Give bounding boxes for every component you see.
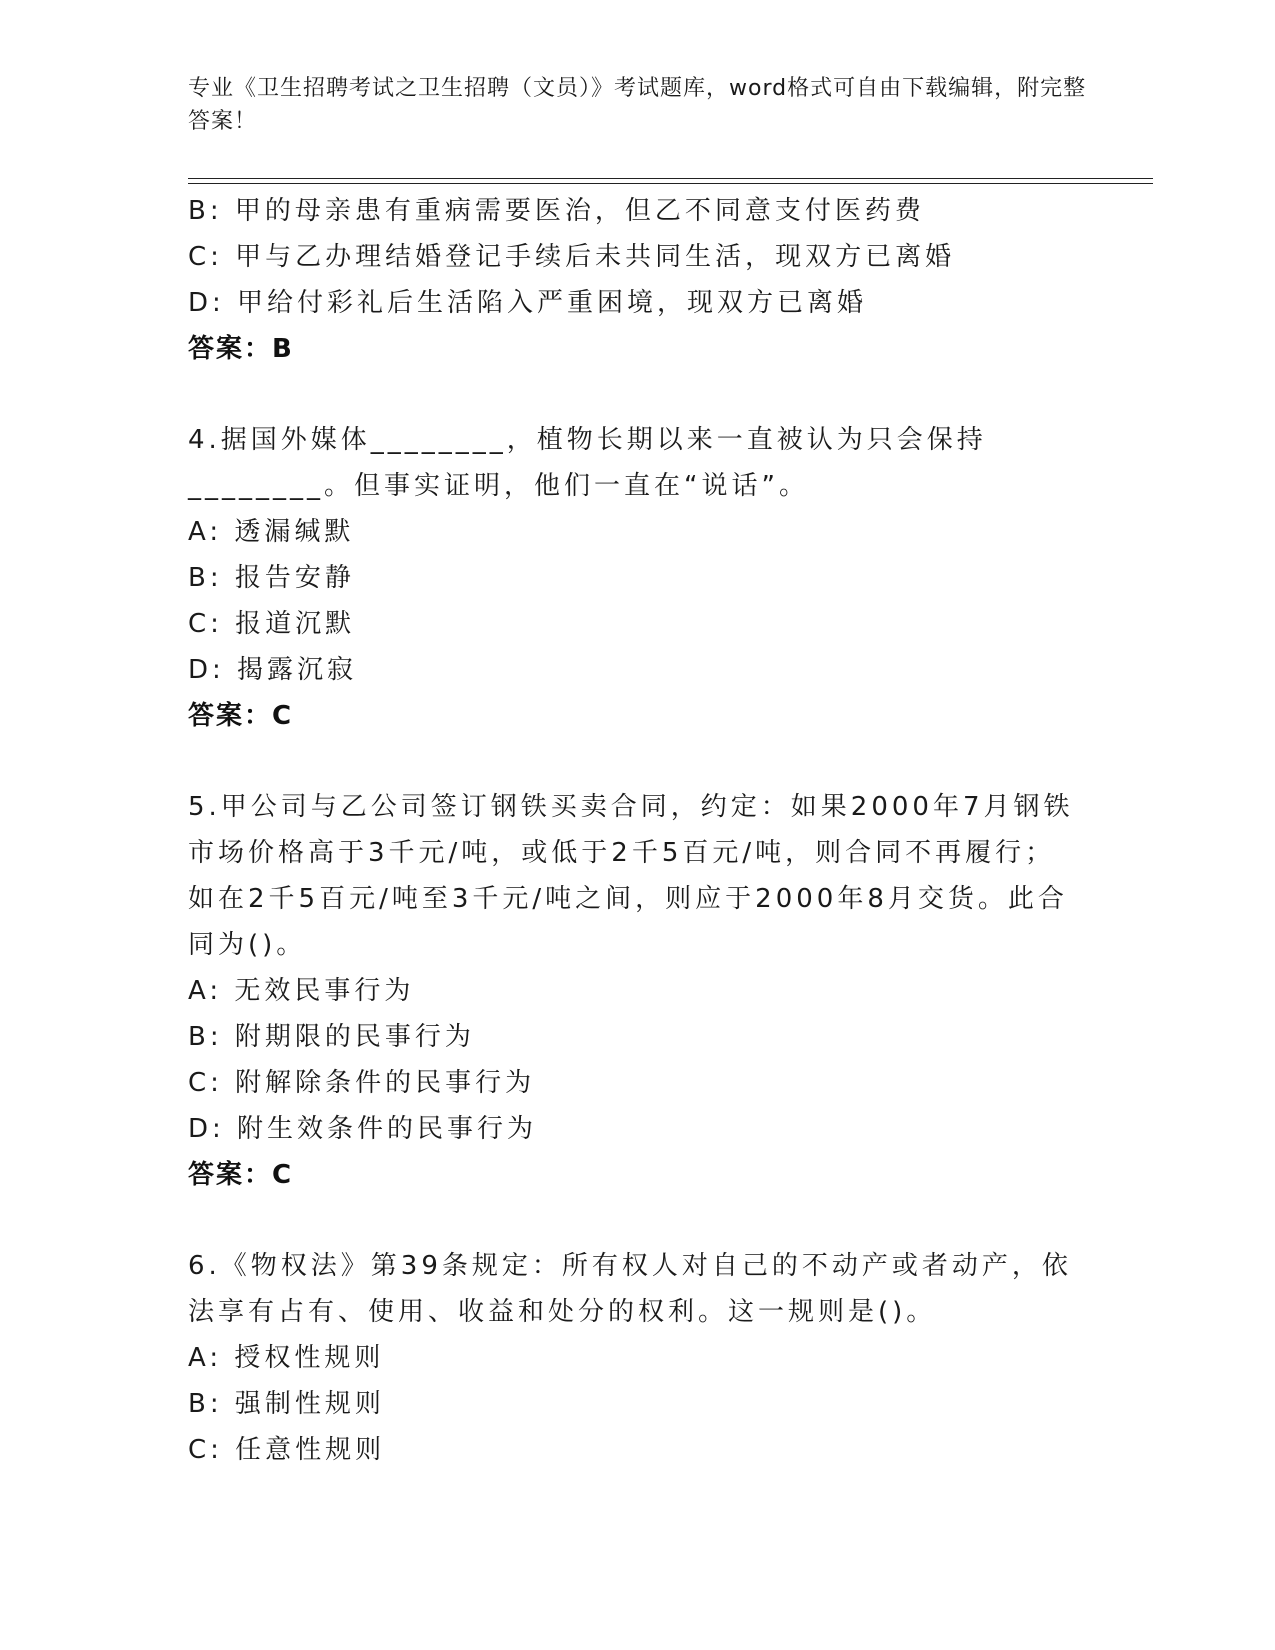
page-header: 专业《卫生招聘考试之卫生招聘（文员）》考试题库，word格式可自由下载编辑，附完整答案！: [188, 76, 1087, 134]
option-a: A: 无效民事行为: [188, 976, 415, 1006]
option-b: B: 甲的母亲患有重病需要医治，但乙不同意支付医药费: [188, 196, 925, 226]
spacer: [188, 1198, 1078, 1243]
answer-label: 答案：C: [188, 701, 294, 731]
question-4: [188, 417, 1078, 739]
option-b: B: 附期限的民事行为: [188, 1022, 475, 1052]
question-3-remainder: [188, 188, 1078, 372]
spacer: [188, 372, 1078, 417]
question-5: [188, 784, 1078, 1198]
header-rule-bottom: [188, 183, 1153, 184]
question-text: 5.甲公司与乙公司签订钢铁买卖合同，约定：如果2000年7月钢铁市场价格高于3千元/吨，或低于2千5百元/吨，则合同不再履行；如在2千5百元/吨至3千元/吨之间，则应于2000年8月交货。此合同为()。: [188, 792, 1074, 960]
question-6: [188, 1243, 1078, 1473]
question-text: 6.《物权法》第39条规定：所有权人对自己的不动产或者动产，依法享有占有、使用、收益和处分的权利。这一规则是()。: [188, 1251, 1072, 1327]
option-d: D: 甲给付彩礼后生活陷入严重困境，现双方已离婚: [188, 288, 868, 318]
option-a: A: 透漏缄默: [188, 517, 355, 547]
option-c: C: 甲与乙办理结婚登记手续后未共同生活，现双方已离婚: [188, 242, 956, 272]
option-b: B: 强制性规则: [188, 1389, 385, 1419]
question-list: [188, 188, 1078, 1473]
header-rule-top: [188, 178, 1153, 179]
answer-label: 答案：C: [188, 1160, 294, 1190]
option-c: C: 报道沉默: [188, 609, 356, 639]
spacer: [188, 739, 1078, 784]
question-text: 4.据国外媒体________，植物长期以来一直被认为只会保持________。但事实证明，他们一直在“说话”。: [188, 425, 987, 501]
answer-label: 答案：B: [188, 334, 294, 364]
option-d: D: 揭露沉寂: [188, 655, 358, 685]
option-c: C: 任意性规则: [188, 1435, 386, 1465]
option-c: C: 附解除条件的民事行为: [188, 1068, 536, 1098]
option-a: A: 授权性规则: [188, 1343, 385, 1373]
option-d: D: 附生效条件的民事行为: [188, 1114, 538, 1144]
option-b: B: 报告安静: [188, 563, 355, 593]
